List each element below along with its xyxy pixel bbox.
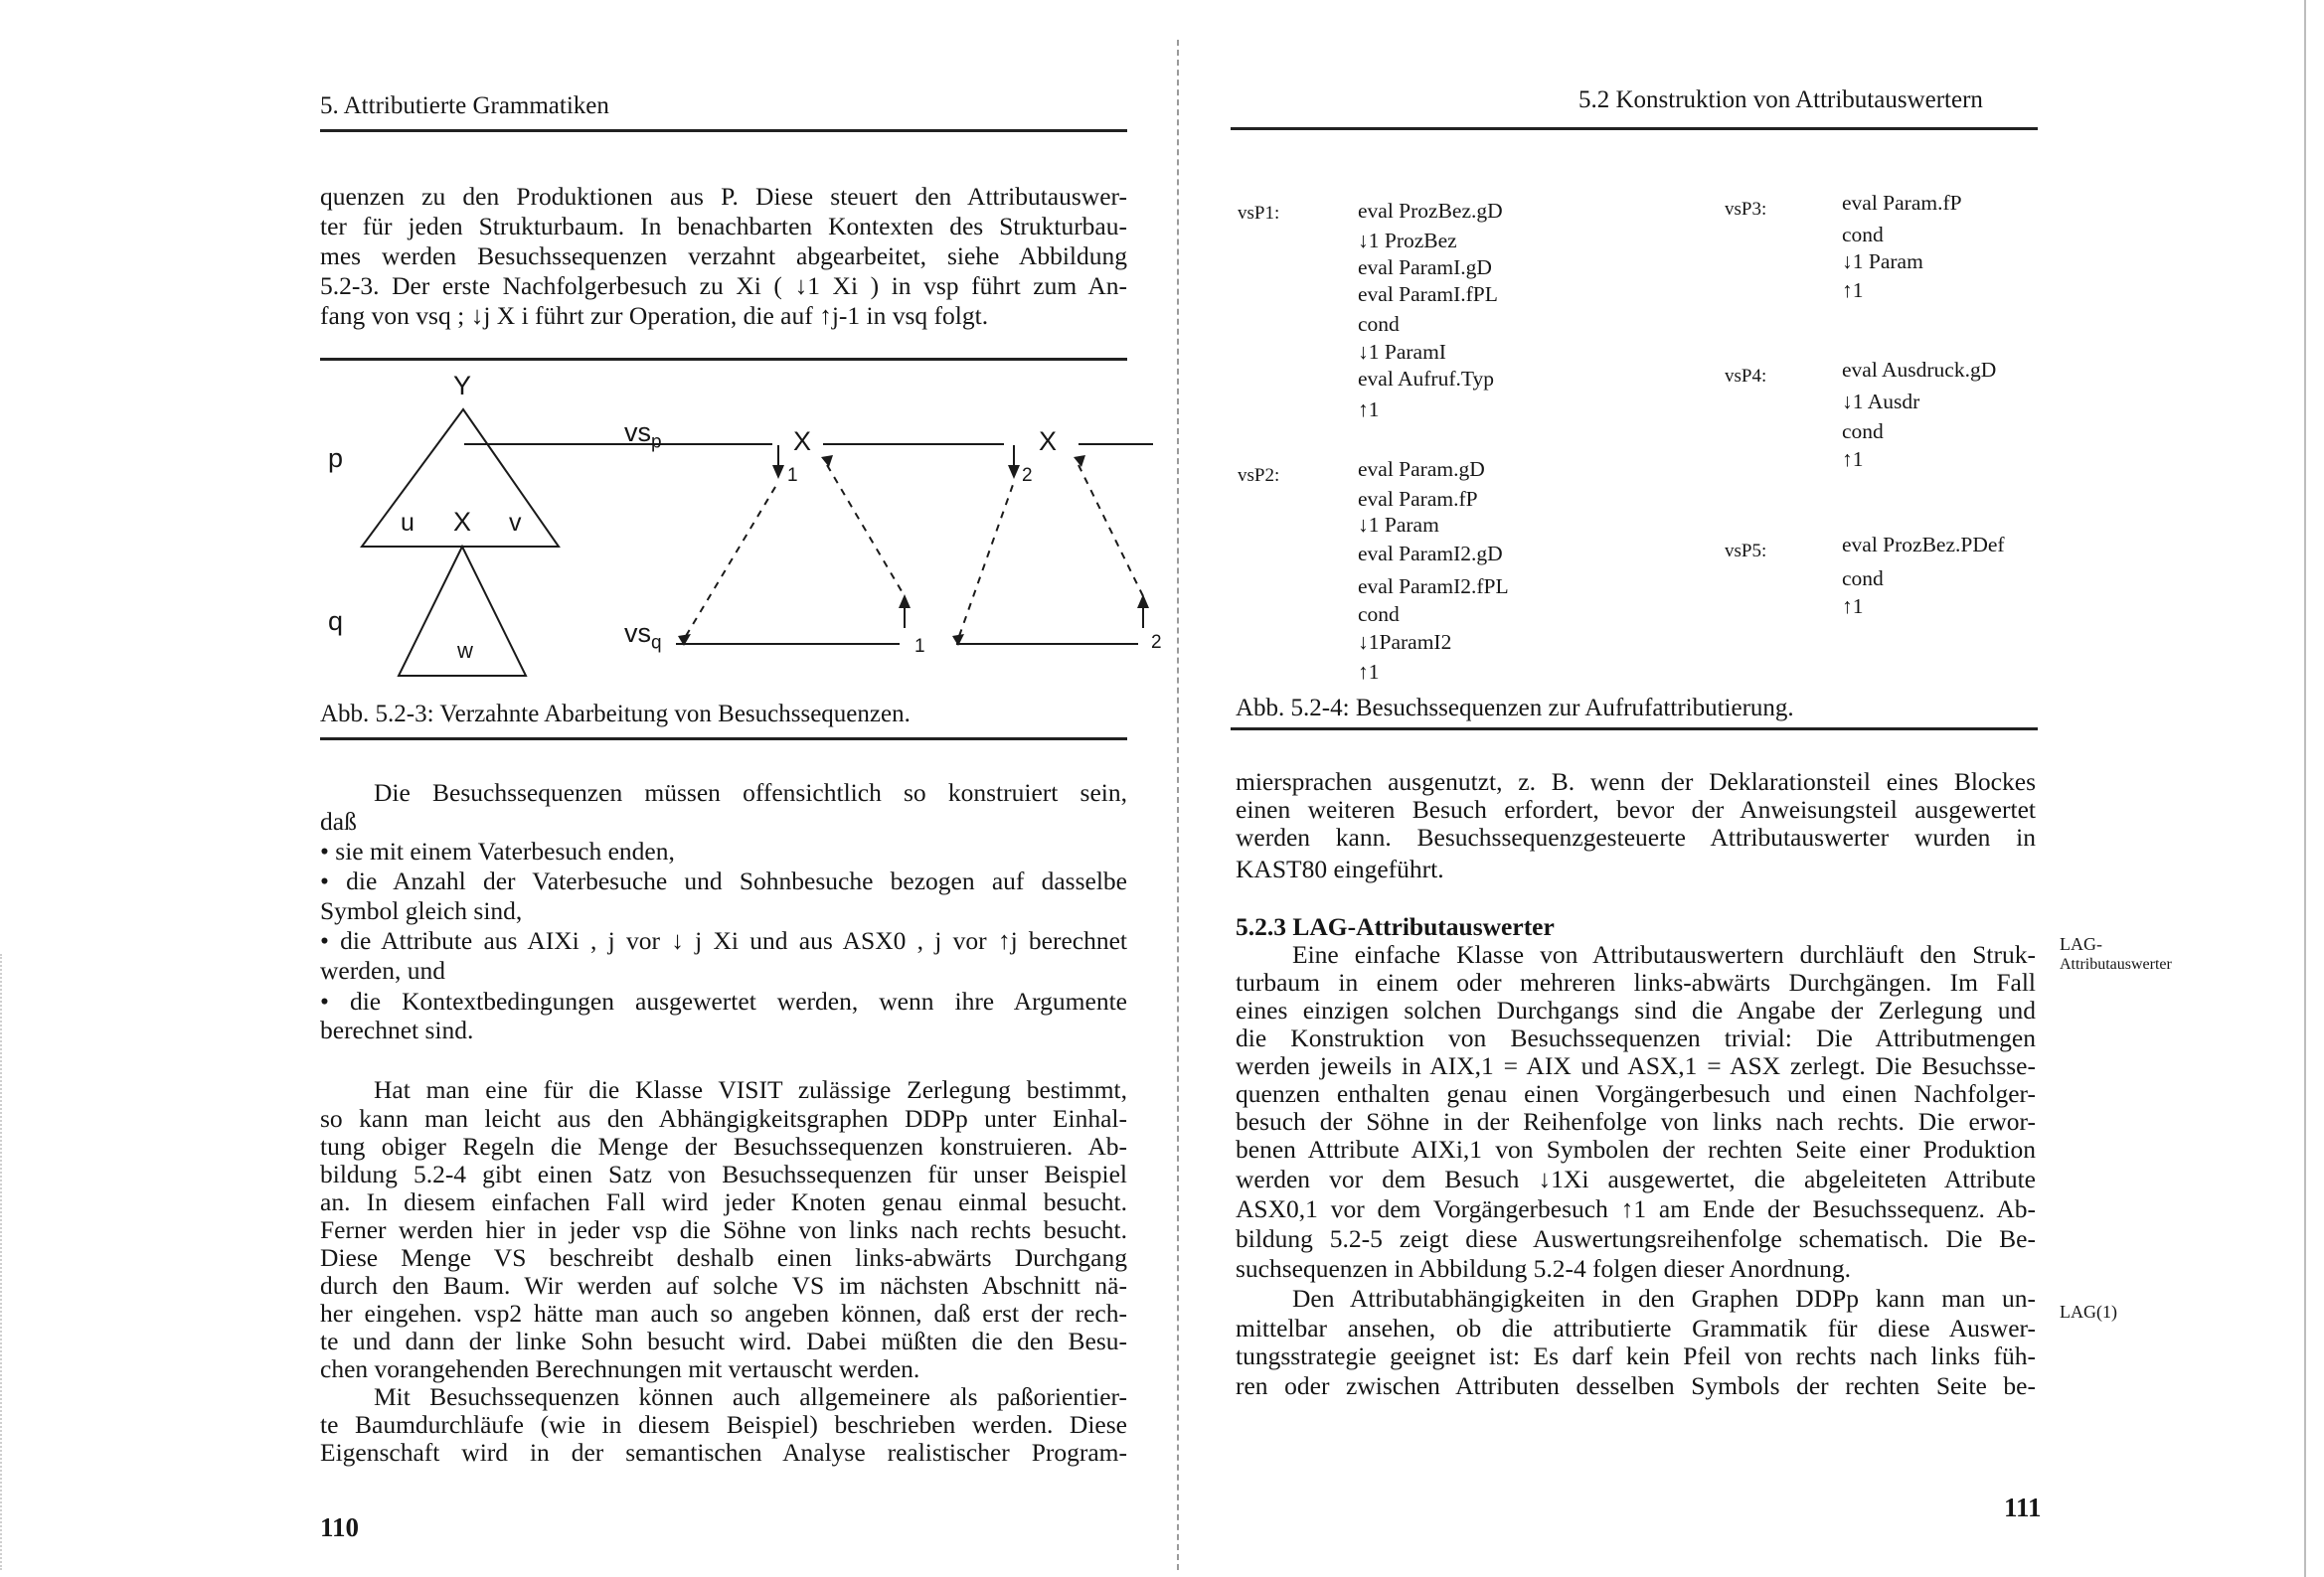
text-line: bildung 5.2-4 gibt einen Satz von Besuchssequenzen für unser Beispiel bbox=[320, 1160, 1127, 1188]
label-X1: X bbox=[793, 426, 812, 456]
down-arrow-2-head bbox=[1008, 465, 1020, 479]
text-line: tungsstrategie geeignet ist: Es darf kein Pfeil von rechts nach links füh- bbox=[1236, 1341, 2036, 1370]
label-q: q bbox=[328, 606, 344, 636]
vsq-text: vs bbox=[624, 618, 651, 648]
vs-item: ↓1 Ausdr bbox=[1842, 390, 1920, 413]
label-vsp bbox=[624, 417, 662, 453]
section-heading: 5.2.3 LAG-Attributauswerter bbox=[1236, 912, 1555, 941]
text-line: miersprachen ausgenutzt, z. B. wenn der Deklarationsteil eines Blockes bbox=[1236, 767, 2036, 796]
text-line: daß bbox=[320, 807, 357, 836]
vs-item: ↓1 Param bbox=[1358, 513, 1439, 537]
text-line: Diese Menge VS beschreibt deshalb einen links-abwärts Durchgang bbox=[320, 1243, 1127, 1272]
page-number-right: 111 bbox=[2004, 1493, 2042, 1522]
vs-item: eval Param.gD bbox=[1358, 457, 1485, 481]
margin-note-lag: LAG- bbox=[2060, 934, 2102, 954]
text-line: werden kann. Besuchssequenzgesteuerte Attributauswerter wurden in bbox=[1236, 823, 2036, 852]
bullet-item: • die Attribute aus AIXi , j vor ↓ j Xi und aus ASX0 , j vor ↑j berechnet bbox=[320, 926, 1127, 955]
vs-item: ↑1 bbox=[1842, 278, 1864, 302]
down-arrow-1-head bbox=[772, 465, 784, 479]
label-v: v bbox=[509, 509, 522, 537]
figure-bottom-rule bbox=[320, 737, 1127, 740]
vsp-subscript: p bbox=[651, 431, 662, 453]
text-line: die Konstruktion von Besuchssequenzen trivial: Die Attributmengen bbox=[1236, 1024, 2036, 1052]
text-line: Eigenschaft wird in der semantischen Analyse realistischer Program- bbox=[320, 1438, 1127, 1467]
text-line: so kann man leicht aus den Abhängigkeitsgraphen DDPp unter Einhal- bbox=[320, 1104, 1127, 1133]
text-line: Symbol gleich sind, bbox=[320, 896, 523, 925]
label-Y: Y bbox=[453, 371, 472, 400]
text-line: werden, und bbox=[320, 956, 446, 985]
text-line: mittelbar ansehen, ob die attributierte Grammatik für diese Auswer- bbox=[1236, 1314, 2036, 1342]
text-line: Eine einfache Klasse von Attributauswertern durchläuft den Struk- bbox=[1292, 940, 2036, 969]
text-line: einen weiteren Besuch erfordert, bevor der Anweisungsteil ausgewertet bbox=[1236, 795, 2036, 824]
right-running-head: 5.2 Konstruktion von Attributauswertern bbox=[1578, 86, 1983, 113]
text-line: Den Attributabhängigkeiten in den Graphen DDPp kann man un- bbox=[1292, 1284, 2036, 1313]
text-line: besuch der Söhne in der Reihenfolge von links nach rechts. Die erwor- bbox=[1236, 1107, 2036, 1136]
vs-p4-label: vsP4: bbox=[1725, 366, 1767, 387]
text-line: quenzen zu den Produktionen aus P. Diese steuert den Attributauswer- bbox=[320, 182, 1127, 211]
text-line: ASX0,1 vor dem Vorgängerbesuch ↑1 am Ende der Besuchssequenz. Ab- bbox=[1236, 1194, 2036, 1223]
left-running-head: 5. Attributierte Grammatiken bbox=[320, 92, 609, 119]
vs-p3-label: vsP3: bbox=[1725, 199, 1767, 220]
text-line: Die Besuchssequenzen müssen offensichtlich so konstruiert sein, bbox=[374, 778, 1127, 807]
vs-item: eval ParamI.gD bbox=[1358, 255, 1492, 279]
vs-item: cond bbox=[1358, 602, 1400, 626]
text-line: her eingehen. vsp2 hätte man auch so angeben können, daß erst der rech- bbox=[320, 1299, 1127, 1328]
dashed-call-1 bbox=[686, 482, 778, 636]
vs-item: cond bbox=[1842, 419, 1884, 443]
text-line: Mit Besuchssequenzen können auch allgemeinere als paßorientier- bbox=[374, 1382, 1127, 1411]
bullet-item: • sie mit einem Vaterbesuch enden, bbox=[320, 837, 675, 866]
vs-item: ↑1 bbox=[1842, 447, 1864, 471]
text-line: quenzen enthalten genau einen Vorgängerbesuch und einen Nachfolger- bbox=[1236, 1079, 2036, 1108]
label-p: p bbox=[328, 443, 344, 473]
label-X2: X bbox=[1039, 426, 1058, 456]
vs-p1-label: vsP1: bbox=[1238, 203, 1280, 224]
text-line: bildung 5.2-5 zeigt diese Auswertungsreihenfolge schematisch. Die Be- bbox=[1236, 1224, 2036, 1253]
text-line: chen vorangehenden Berechnungen mit vertauscht werden. bbox=[320, 1354, 920, 1383]
dashed-call-2 bbox=[959, 482, 1014, 636]
text-line: Ferner werden hier in jeder vsp die Söhne von links nach rechts besucht. bbox=[320, 1215, 1127, 1244]
up-arrow-2-head bbox=[1137, 594, 1149, 608]
label-vsq bbox=[624, 618, 662, 654]
figure-bottom-rule bbox=[1231, 727, 2038, 730]
text-line: mes werden Besuchssequenzen verzahnt abgearbeitet, siehe Abbildung bbox=[320, 241, 1127, 270]
bullet-item: • die Anzahl der Vaterbesuche und Sohnbesuche bezogen auf dasselbe bbox=[320, 867, 1127, 895]
label-w: w bbox=[457, 638, 473, 663]
vsq-subscript: q bbox=[651, 632, 662, 654]
vs-item: eval Ausdruck.gD bbox=[1842, 358, 1997, 382]
text-line: Hat man eine für die Klasse VISIT zulässige Zerlegung bestimmt, bbox=[374, 1075, 1127, 1104]
vs-item: cond bbox=[1842, 566, 1884, 590]
scan-speckle bbox=[0, 954, 2, 1570]
vs-p2-label: vsP2: bbox=[1238, 465, 1280, 486]
up-arrow-1-head bbox=[899, 594, 911, 608]
book-gutter bbox=[1177, 40, 1179, 1570]
figure-caption: Abb. 5.2-4: Besuchssequenzen zur Aufrufattributierung. bbox=[1236, 695, 1794, 721]
dashed-return-1 bbox=[827, 465, 905, 596]
label-down-2: 2 bbox=[1022, 465, 1033, 486]
text-line: tung obiger Regeln die Menge der Besuchssequenzen konstruieren. Ab- bbox=[320, 1132, 1127, 1161]
text-line: ren oder zwischen Attributen desselben Symbols der rechten Seite be- bbox=[1236, 1371, 2036, 1400]
dashed-return-2 bbox=[1079, 465, 1143, 596]
vs-item: eval ProzBez.gD bbox=[1358, 199, 1503, 223]
text-line: werden jeweils in AIX,1 = AIX und ASX,1 = ASX zerlegt. Die Besuchsse- bbox=[1236, 1051, 2036, 1080]
vs-item: ↓1ParamI2 bbox=[1358, 630, 1452, 654]
text-line: benen Attribute AIXi,1 von Symbolen der rechten Seite einer Produktion bbox=[1236, 1135, 2036, 1164]
text-line: fang von vsq ; ↓j X i führt zur Operation, die auf ↑j-1 in vsq folgt. bbox=[320, 301, 989, 330]
text-line: 5.2-3. Der erste Nachfolgerbesuch zu Xi ( ↓1 Xi ) in vsp führt zum An- bbox=[320, 271, 1127, 300]
vs-item: cond bbox=[1842, 223, 1884, 246]
vs-item: eval Param.fP bbox=[1358, 487, 1478, 511]
label-X: X bbox=[453, 507, 472, 537]
vsp-text: vs bbox=[624, 417, 651, 447]
vs-item: eval ParamI2.gD bbox=[1358, 542, 1503, 565]
text-line: te Baumdurchläufe (wie in diesem Beispiel) beschrieben werden. Diese bbox=[320, 1410, 1127, 1439]
vs-item: ↑1 bbox=[1358, 660, 1380, 684]
page-number-left: 110 bbox=[320, 1512, 360, 1542]
vs-item: eval Aufruf.Typ bbox=[1358, 367, 1495, 391]
text-line: berechnet sind. bbox=[320, 1016, 474, 1044]
vs-p5-label: vsP5: bbox=[1725, 541, 1767, 561]
vs-item: eval ParamI.fPL bbox=[1358, 282, 1498, 306]
label-down-1: 1 bbox=[787, 465, 798, 486]
text-line: ter für jeden Strukturbaum. In benachbarten Kontexten des Strukturbau- bbox=[320, 212, 1127, 240]
label-up-2: 2 bbox=[1151, 632, 1162, 653]
text-line: turbaum in einem oder mehreren links-abwärts Durchgängen. Im Fall bbox=[1236, 968, 2036, 997]
text-line: werden vor dem Besuch ↓1Xi ausgewertet, die abgeleiteten Attribute bbox=[1236, 1165, 2036, 1193]
text-line: KAST80 eingeführt. bbox=[1236, 855, 1444, 883]
figure-5-2-3-sequences bbox=[0, 0, 1177, 696]
vs-item: ↓1 ParamI bbox=[1358, 340, 1446, 364]
vs-item: eval Param.fP bbox=[1842, 191, 1962, 215]
vs-item: ↑1 bbox=[1842, 594, 1864, 618]
text-line: eines einzigen solchen Durchgangs sind die Angabe der Zerlegung und bbox=[1236, 996, 2036, 1025]
text-line: an. In diesem einfachen Fall wird jeder Knoten genau einmal besucht. bbox=[320, 1187, 1127, 1216]
vs-item: ↓1 ProzBez bbox=[1358, 229, 1457, 252]
figure-caption: Abb. 5.2-3: Verzahnte Abarbeitung von Besuchssequenzen. bbox=[320, 701, 911, 727]
vs-item: eval ParamI2.fPL bbox=[1358, 574, 1509, 598]
margin-note-lag1: LAG(1) bbox=[2060, 1302, 2117, 1322]
vs-item: ↓1 Param bbox=[1842, 249, 1923, 273]
text-line: durch den Baum. Wir werden auf solche VS im nächsten Abschnitt nä- bbox=[320, 1271, 1127, 1300]
head-rule bbox=[1231, 127, 2038, 130]
bullet-item: • die Kontextbedingungen ausgewertet werden, wenn ihre Argumente bbox=[320, 987, 1127, 1016]
margin-note-attributauswerter: Attributauswerter bbox=[2060, 956, 2172, 973]
text-line: suchsequenzen in Abbildung 5.2-4 folgen dieser Anordnung. bbox=[1236, 1254, 1851, 1283]
label-up-1: 1 bbox=[914, 636, 925, 657]
vs-item: eval ProzBez.PDef bbox=[1842, 533, 2005, 556]
label-u: u bbox=[401, 509, 415, 537]
scan-edge bbox=[2304, 0, 2306, 1577]
text-line: te und dann der linke Sohn besucht wird. Dabei müßten die den Besu- bbox=[320, 1327, 1127, 1355]
vs-item: cond bbox=[1358, 312, 1400, 336]
vs-item: ↑1 bbox=[1358, 397, 1380, 421]
